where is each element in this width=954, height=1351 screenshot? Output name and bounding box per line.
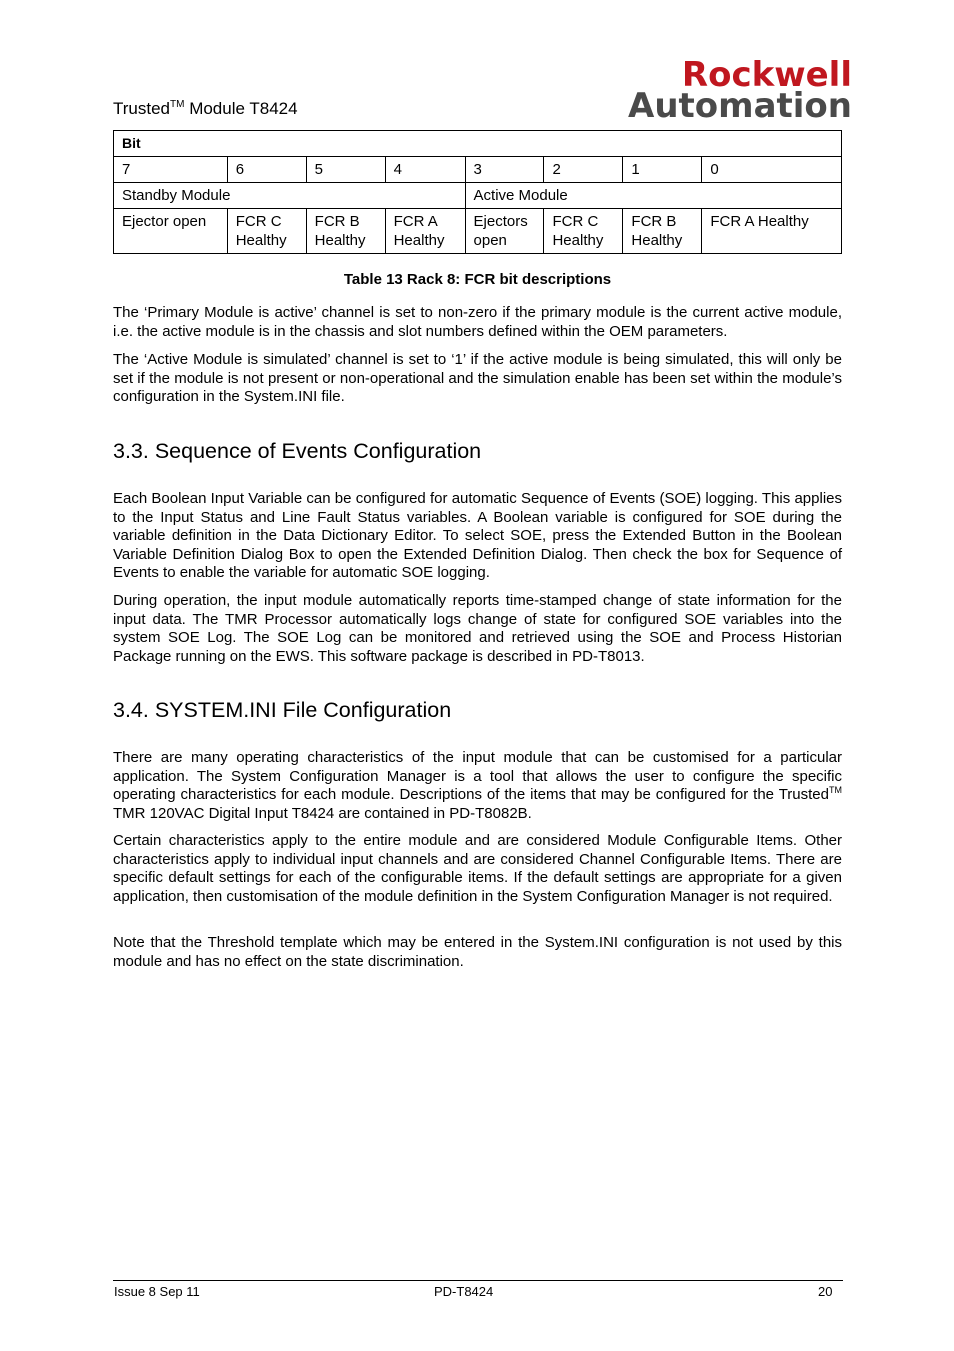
logo-line-1: Rockwell (681, 55, 852, 95)
table-cell: FCR B Healthy (306, 209, 385, 254)
title-text: Trusted (113, 99, 171, 118)
logo-line-2: Automation (628, 85, 852, 126)
paragraph-active-simulated: The ‘Active Module is simulated’ channel is set to ‘1’ if the active module is being simulated, this will only be set if the module is not present or non-operational and the simulation enable has been set within the module’s configuration in the System.INI file. (113, 351, 842, 405)
paragraph-text: TMR 120VAC Digital Input T8424 are contained in PD-T8082B. (113, 804, 532, 822)
table-cell: 1 (623, 157, 702, 183)
document-title (113, 99, 298, 119)
rockwell-automation-logo (594, 55, 852, 126)
trademark-superscript: TM (829, 785, 842, 795)
table-cell: Ejectors open (465, 209, 544, 254)
table-cell: Ejector open (114, 209, 228, 254)
table-cell: 5 (306, 157, 385, 183)
table-cell: FCR A Healthy (702, 209, 842, 254)
paragraph-text: There are many operating characteristics of the input module that can be customised for a particular application. The System Configuration Manager is a tool that allows the user to configure the specific operating characteristics for each module. Descriptions of the items that may be configured for the Trusted (113, 749, 842, 803)
paragraph-config-characteristics (113, 749, 842, 823)
trademark-superscript: TM (170, 99, 185, 110)
table-cell: FCR C Healthy (544, 209, 623, 254)
table-row-groups (114, 183, 842, 209)
table-row-descriptions (114, 209, 842, 254)
paragraph-soe-config: Each Boolean Input Variable can be configured for automatic Sequence of Events (SOE) logging. This applies to the Input Status and Line Fault Status variables. A Boolean variable is configured for SOE during the variable definition in the Data Dictionary Editor. To select SOE, press the Extended Button in the Boolean Variable Definition Dialog Box to open the Extended Definition Dialog. Then check the box for Sequence of Events to enable the variable for automatic SOE logging. (113, 490, 842, 581)
paragraph-soe-operation: During operation, the input module automatically reports time-stamped change of state information for the input data. The TMR Processor automatically logs change of state for configured SOE variables into the system SOE Log. The SOE Log can be monitored and retrieved using the SOE and Process Historian Package running on the EWS. This software package is described in PD-T8013. (113, 592, 842, 665)
table-row-bit-numbers (114, 157, 842, 183)
table-cell-standby: Standby Module (114, 183, 466, 209)
table-cell: FCR C Healthy (227, 209, 306, 254)
table-cell-active: Active Module (465, 183, 841, 209)
table-cell: 6 (227, 157, 306, 183)
footer-page-number: 20 (818, 1284, 833, 1299)
table-header-cell: Bit (114, 131, 842, 157)
table-cell: FCR A Healthy (385, 209, 465, 254)
footer-issue: Issue 8 Sep 11 (114, 1284, 200, 1299)
section-heading-3-3: 3.3. Sequence of Events Configuration (113, 439, 482, 463)
title-module: Module T8424 (184, 99, 298, 118)
fcr-bit-table (113, 130, 842, 254)
table-cell: 0 (702, 157, 842, 183)
table-cell: 4 (385, 157, 465, 183)
table-cell: FCR B Healthy (623, 209, 702, 254)
table-header-row (114, 131, 842, 157)
table-cell: 7 (114, 157, 228, 183)
table-caption: Table 13 Rack 8: FCR bit descriptions (343, 271, 612, 288)
footer-doc-id: PD-T8424 (434, 1284, 494, 1299)
footer-divider (113, 1280, 843, 1281)
paragraph-threshold-note: Note that the Threshold template which may be entered in the System.INI configuration is not used by this module and has no effect on the state discrimination. (113, 934, 842, 970)
table-cell: 2 (544, 157, 623, 183)
paragraph-primary-module: The ‘Primary Module is active’ channel is set to non-zero if the primary module is the current active module, i.e. the active module is in the chassis and slot numbers defined within the OEM parameters. (113, 304, 842, 340)
table-cell: 3 (465, 157, 544, 183)
paragraph-configurable-items: Certain characteristics apply to the entire module and are considered Module Configurable Items. Other characteristics apply to individual input channels and are considered Channel Configurable Items. There are specific default settings for each of the configurable items. If the default settings are appropriate for a given application, then customisation of the module definition in the System Configuration Manager is not required. (113, 832, 842, 905)
section-heading-3-4: 3.4. SYSTEM.INI File Configuration (113, 698, 452, 722)
